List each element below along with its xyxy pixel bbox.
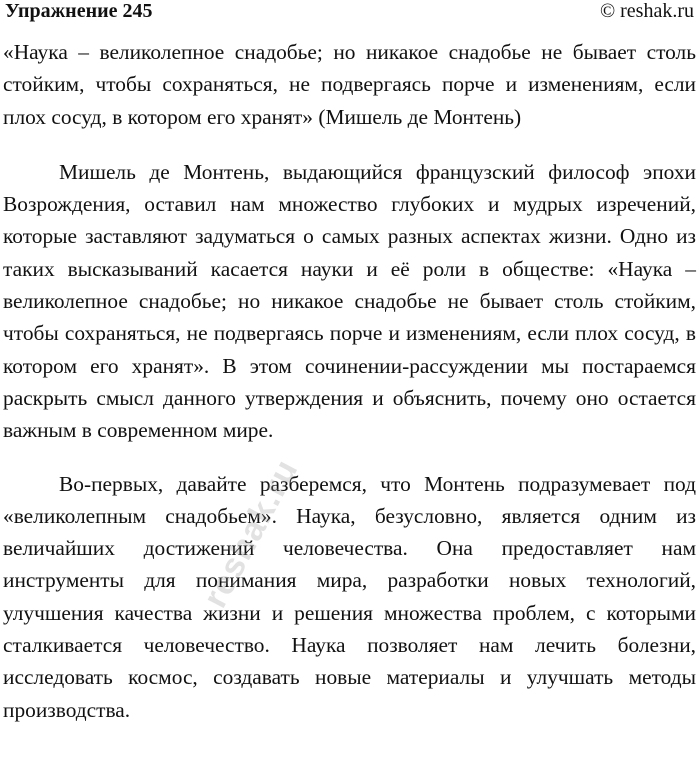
exercise-title: Упражнение 245 xyxy=(5,0,153,22)
watermark: reshak.ru xyxy=(196,452,306,614)
paragraph-first-argument: Во-первых, давайте разберемся, что Монтень подразумевает под «великолепным снадобьем». Наука, безусловно, является одним из величайших достижений человечества. Она предоставляет нам инструменты для понимания мира, разработки новых технологий, улучшения качества жизни и решения множества проблем, с которыми сталкивается человечество. Наука позволяет нам лечить болезни, исследовать космос, создавать новые материалы и улучшать методы производства. xyxy=(3,471,696,722)
source-credit: © reshak.ru xyxy=(599,0,694,22)
header xyxy=(3,0,696,26)
epigraph-quote: «Наука – великолепное снадобье; но никакое снадобье не бывает столь стойким, чтобы сохраняться, не подвергаясь порче и изменениям, если плох сосуд, в котором его хранят» (Мишель де Монтень) xyxy=(3,40,696,129)
paragraph-introduction: Мишель де Монтень, выдающийся французский философ эпохи Возрождения, оставил нам множество глубоких и мудрых изречений, которые заставляют задуматься о самых разных аспектах жизни. Одно из таких высказываний касается науки и её роли в обществе: «Наука – великолепное снадобье; но никакое снадобье не бывает столь стойким, чтобы сохраняться, не подвергаясь порче и изменениям, если плох сосуд, в котором его хранят». В этом сочинении-рассуждении мы постараемся раскрыть смысл данного утверждения и объяснить, почему оно остается важным в современном мире. xyxy=(3,159,696,443)
